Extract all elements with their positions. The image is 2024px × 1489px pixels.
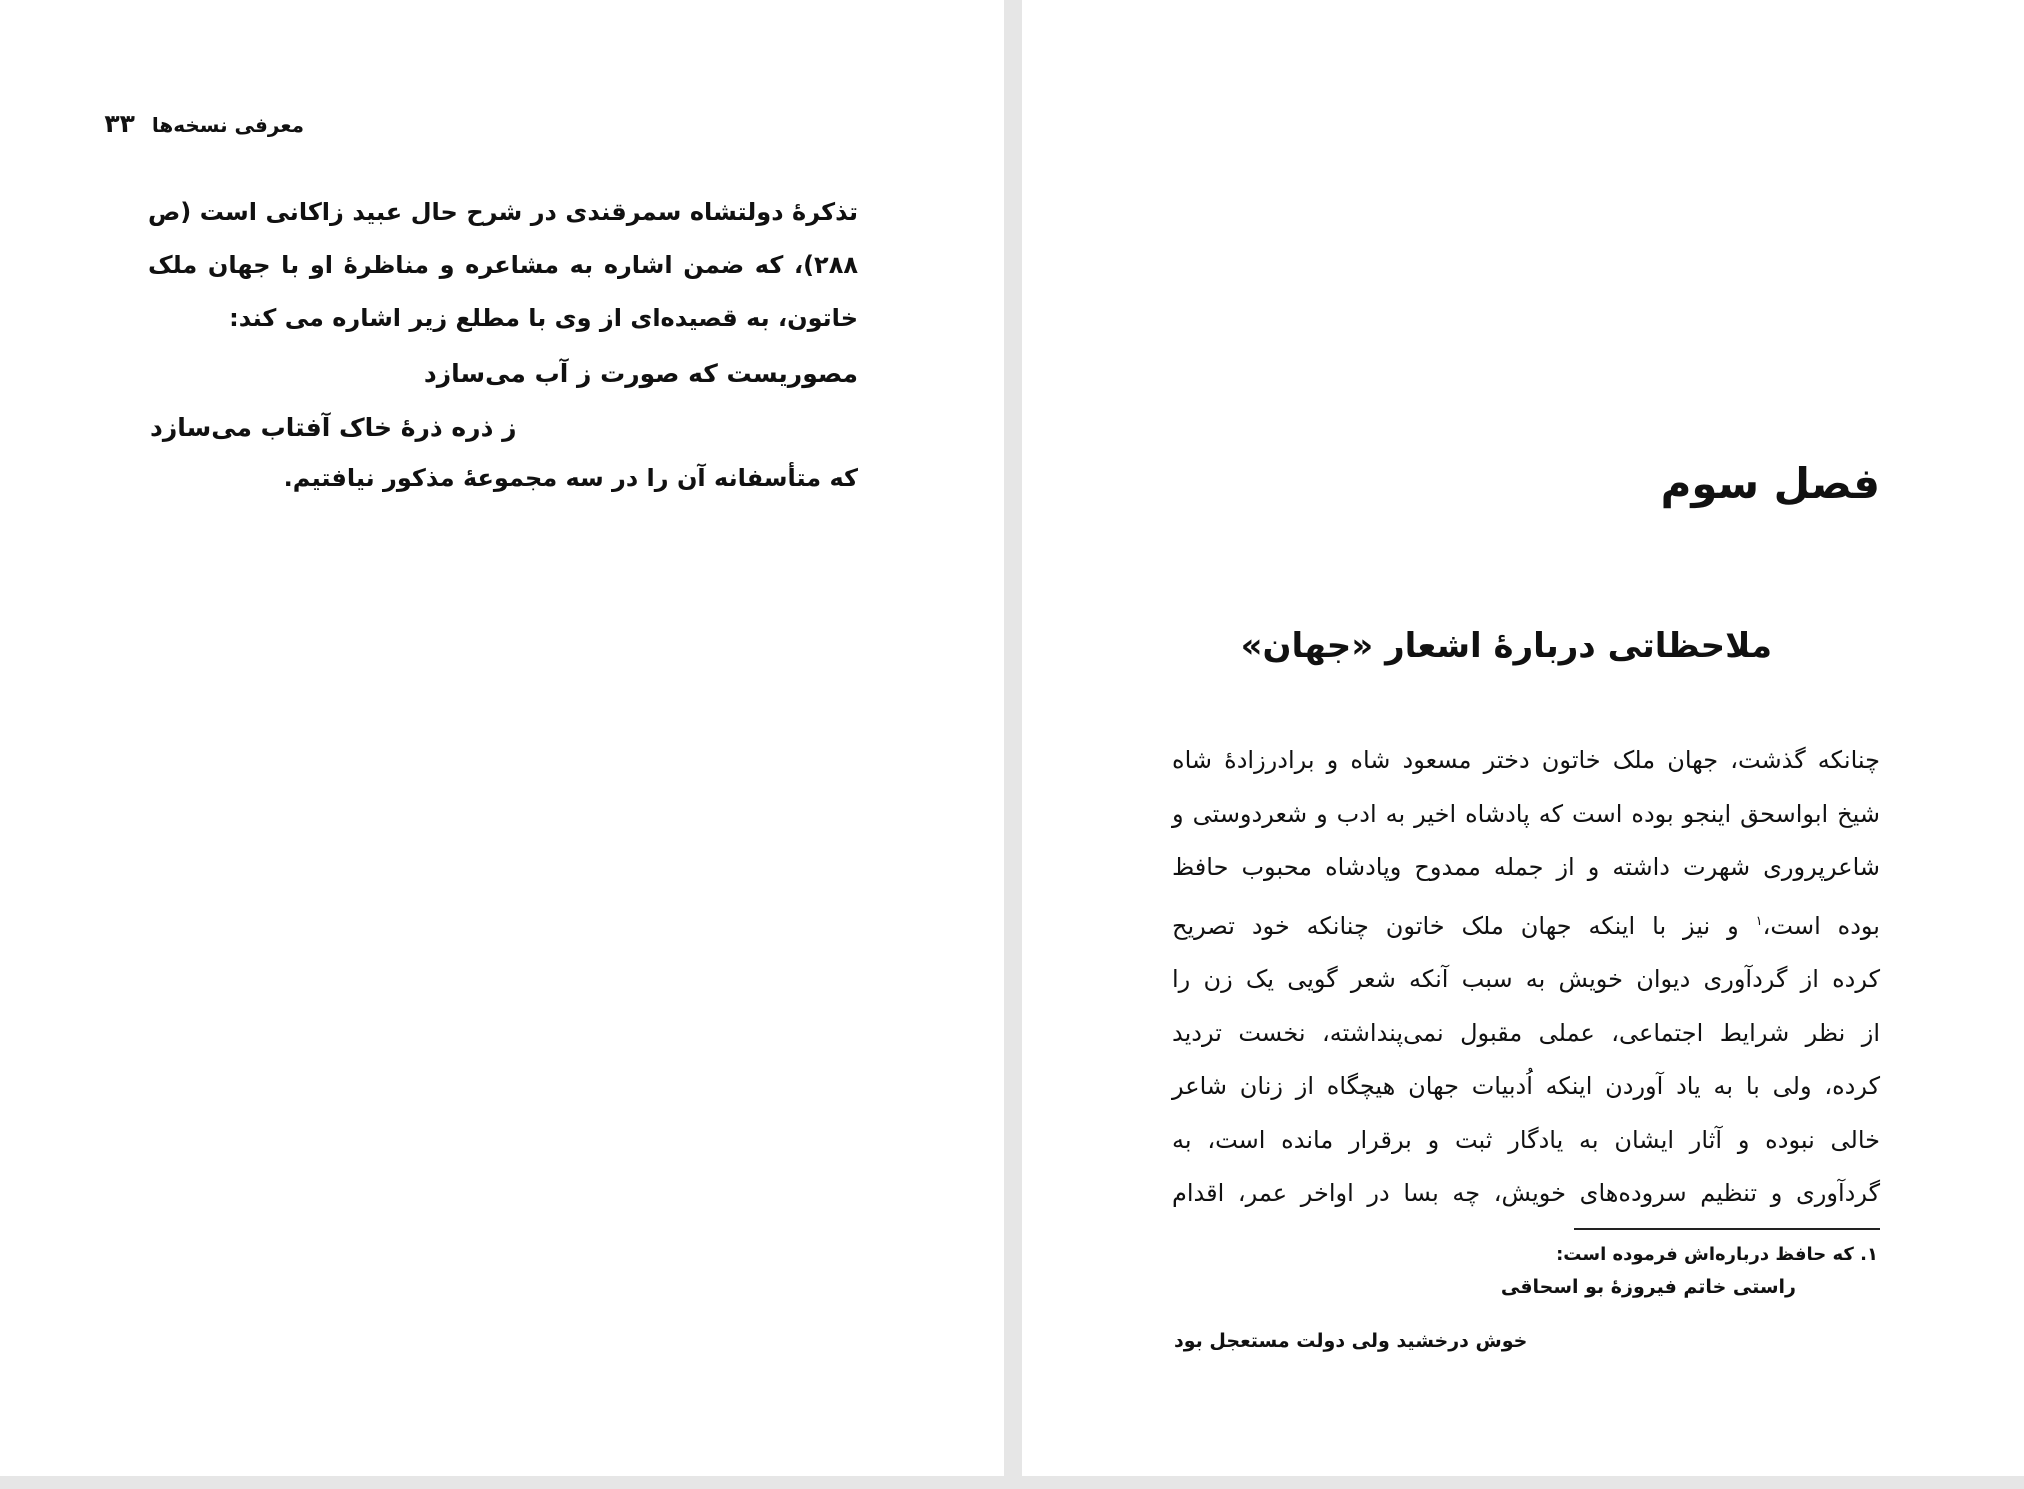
- left-page: [0, 0, 1004, 1476]
- left-paragraph: [148, 186, 858, 345]
- body-line-part: و نیز با اینکه جهان ملک خاتون چنانکه خود تصریح: [1172, 911, 1739, 940]
- running-head: [104, 106, 304, 142]
- footnote-reference[interactable]: ۱: [1755, 913, 1763, 929]
- body-line: کرده، ولی با به یاد آوردن اینکه اُدبیات جهان هیچگاه از زنان شاعر: [1172, 1072, 1880, 1100]
- section-title: ملاحظاتی دربارهٔ اشعار «جهان»: [1240, 626, 1772, 666]
- page-number: ۳۳: [104, 109, 135, 138]
- footnote-verse-line-2: خوش درخشید ولی دولت مستعجل بود: [1174, 1330, 1528, 1352]
- body-line: شیخ ابواسحق اینجو بوده است که پادشاه اخیر به ادب و شعردوستی و: [1172, 799, 1880, 828]
- body-line: چنانکه گذشت، جهان ملک خاتون دختر مسعود شاه و برادرزادهٔ شاه: [1172, 746, 1880, 774]
- verse-line-2: ز ذره ذرهٔ خاک آفتاب می‌سازد: [150, 413, 517, 442]
- body-line: کرده از گردآوری دیوان خویش به سبب آنکه شعر گویی یک زن را: [1172, 965, 1880, 993]
- left-paragraph-text: تذکرهٔ دولتشاه سمرقندی در شرح حال عبید زاکانی است (ص ۲۸۸)، که ضمن اشاره به مشاعره و مناظرهٔ او با جهان ملک خاتون، به قصیده‌ای از وی با مطلع زیر اشاره می کند:: [148, 198, 858, 332]
- footnote-verse-line-1: راستی خاتم فیروزهٔ بو اسحاقی: [1500, 1276, 1796, 1298]
- footnote-number: ۱.: [1860, 1244, 1878, 1265]
- footnote: [1556, 1240, 1878, 1270]
- running-head-title: معرفی نسخه‌ها: [151, 113, 304, 137]
- body-text: [1172, 734, 1880, 1221]
- body-line: شاعرپروری شهرت داشته و از جمله ممدوح وپادشاه محبوب حافظ: [1172, 853, 1880, 881]
- body-line-part: بوده است،: [1762, 911, 1880, 940]
- footnote-text: که حافظ درباره‌اش فرموده است:: [1556, 1244, 1854, 1265]
- verse-line-1: مصوریست که صورت ز آب می‌سازد: [423, 359, 858, 388]
- footnote-divider: [1574, 1228, 1880, 1230]
- body-line-with-footnote: [1172, 895, 1880, 954]
- body-line: خالی نبوده و آثار ایشان به یادگار ثبت و برقرار مانده است، به: [1172, 1125, 1880, 1154]
- right-page: [1022, 0, 2024, 1476]
- closing-line: که متأسفانه آن را در سه مجموعهٔ مذکور نیافتیم.: [283, 464, 858, 492]
- chapter-heading: فصل سوم: [1660, 459, 1880, 508]
- body-line: گردآوری و تنظیم سروده‌های خویش، چه بسا در اواخر عمر، اقدام: [1172, 1179, 1880, 1207]
- body-line: از نظر شرایط اجتماعی، عملی مقبول نمی‌پنداشته، نخست تردید: [1172, 1018, 1880, 1047]
